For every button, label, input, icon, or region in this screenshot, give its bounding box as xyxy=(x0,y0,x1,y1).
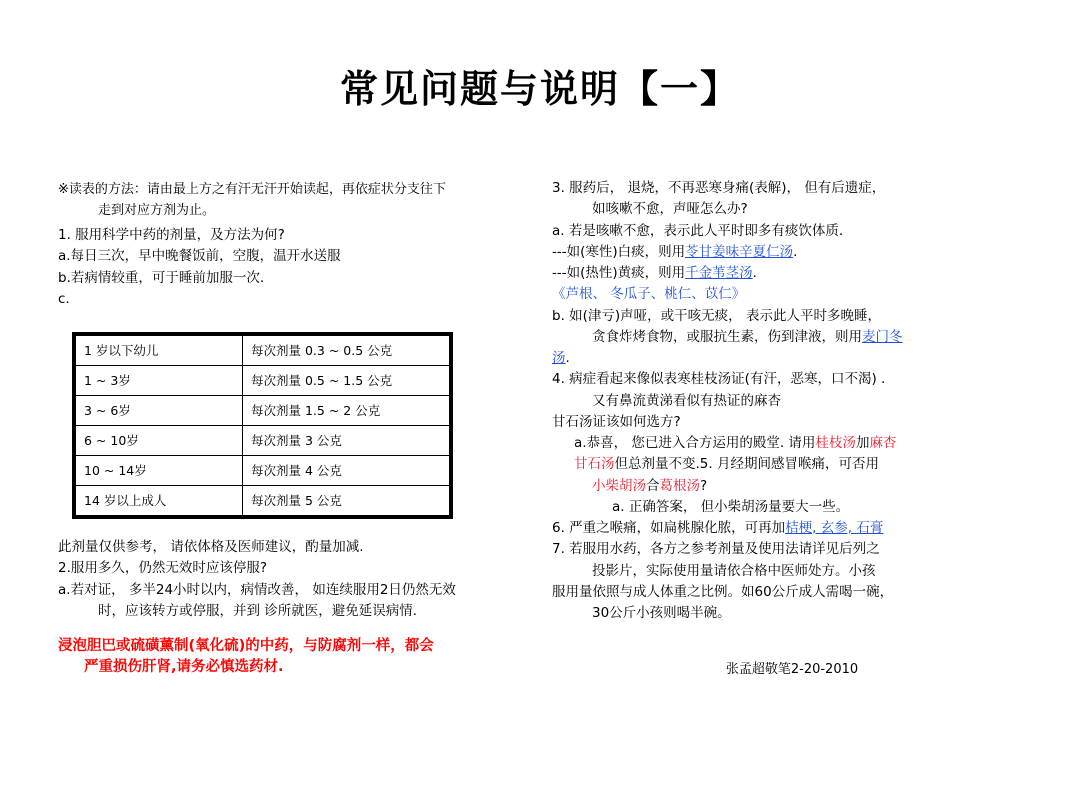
dose-cell: 每次剂量 5 公克 xyxy=(243,485,450,515)
formula-gegentang[interactable]: 葛根汤 xyxy=(659,477,700,494)
question-6 xyxy=(552,518,1032,538)
question-3-line2: 如咳嗽不愈，声哑怎么办? xyxy=(592,201,748,218)
table-row xyxy=(76,425,450,455)
question-7-line2: 投影片，实际使用量请依合格中医师处方。小孩 xyxy=(592,562,876,579)
reading-note-line1: ※读表的方法：请由最上方之有汗无汗开始读起，再依症状分支往下 xyxy=(58,182,446,197)
answer-4a-text: a.恭喜， 您已进入合方运用的殿堂. 请用 xyxy=(574,435,816,451)
question-3-line1: 3. 服药后， 退烧，不再恶寒身痛(表解)， 但有后遗症， xyxy=(552,180,886,196)
table-row xyxy=(76,395,450,425)
formula-ganshitang[interactable]: 甘石汤 xyxy=(574,456,615,473)
formula-xiaochaihutang[interactable]: 小柴胡汤 xyxy=(592,477,646,494)
warning-line2: 严重损伤肝肾,请务必慎选药材. xyxy=(84,659,284,676)
heat-phlegm-text: ---如(热性)黄痰，则用 xyxy=(552,265,686,281)
right-column xyxy=(552,178,1032,624)
answer-3b-line1: b. 如(津亏)声哑，或干咳无痰， 表示此人平时多晚睡， xyxy=(552,307,881,324)
question-7-line1: 7. 若服用水药，各方之参考剂量及使用法请详见后列之 xyxy=(552,541,880,558)
answer-3a-cold xyxy=(552,242,1032,262)
period: . xyxy=(565,350,570,366)
question-6-text: 6. 严重之喉痛，如扁桃腺化脓，可再加 xyxy=(552,520,786,536)
formula-link-maimendong[interactable]: 麦门冬 xyxy=(862,328,903,345)
answer-3a-heat xyxy=(552,263,1032,283)
formula-link-qianjinweijing[interactable]: 千金苇茎汤 xyxy=(685,265,753,281)
age-cell: 3 ~ 6岁 xyxy=(76,395,243,425)
question-4-line3: 甘石汤证该如何选方? xyxy=(552,413,681,430)
question-7-line4: 30公斤小孩则喝半碗。 xyxy=(592,605,731,621)
plus-text: 加 xyxy=(855,435,870,451)
reading-note-line2: 走到对应方剂为止。 xyxy=(98,202,216,218)
answer-1c: c. xyxy=(58,291,70,308)
age-cell: 6 ~ 10岁 xyxy=(76,425,243,455)
formula-maxing[interactable]: 麻杏 xyxy=(869,435,897,451)
answer-3b-line2 xyxy=(552,327,1032,347)
age-cell: 1 ~ 3岁 xyxy=(76,365,243,395)
question-mark: ? xyxy=(700,477,708,494)
cold-phlegm-text: ---如(寒性)白痰，则用 xyxy=(552,243,686,260)
dose-cell: 每次剂量 0.5 ~ 1.5 公克 xyxy=(243,365,450,395)
dosage-table xyxy=(72,332,453,519)
formula-link-lingganjiangweixinxiaren[interactable]: 苓甘姜味辛夏仁汤 xyxy=(685,243,794,260)
answer-4a-line2-text: 但总剂量不变.5. 月经期间感冒喉痛，可否用 xyxy=(614,456,879,473)
table-row xyxy=(76,455,450,485)
warning-notice xyxy=(58,636,528,680)
answer-4a-line3 xyxy=(552,476,1032,496)
herb-list: 《芦根、 冬瓜子、桃仁、苡仁》 xyxy=(552,286,746,303)
answer-1a: a.每日三次，早中晚餐饭前，空腹，温开水送服 xyxy=(58,248,341,265)
formula-guizhitang[interactable]: 桂枝汤 xyxy=(815,435,856,451)
table-row xyxy=(76,365,450,395)
answer-2a-line1: a.若对证， 多半24小时以内，病情改善， 如连续服用2日仍然无效 xyxy=(58,581,456,598)
answer-3a: a. 若是咳嗽不愈，表示此人平时即多有痰饮体质. xyxy=(552,222,844,239)
left-column xyxy=(58,180,528,679)
combine-text: 合 xyxy=(646,477,660,494)
answer-3b-line2-text: 贪食炸烤食物，或服抗生素，伤到津液，则用 xyxy=(592,328,862,345)
answer-3b-line3 xyxy=(552,348,1032,368)
table-row xyxy=(76,485,450,515)
period: . xyxy=(752,265,757,281)
question-7-line3: 服用量依照与成人体重之比例。如60公斤成人需喝一碗， xyxy=(552,583,894,600)
page-title: 常见问题与说明【一】 xyxy=(339,66,740,111)
question-1: 1. 服用科学中药的剂量，及方法为何? xyxy=(58,226,285,243)
age-cell: 1 岁以下幼儿 xyxy=(76,335,243,365)
dose-cell: 每次剂量 0.3 ~ 0.5 公克 xyxy=(243,335,450,365)
age-cell: 14 岁以上成人 xyxy=(76,485,243,515)
dose-cell: 每次剂量 1.5 ~ 2 公克 xyxy=(243,395,450,425)
answer-4a-line2 xyxy=(552,454,1032,474)
answer-2a-line2: 时，应该转方或停服，并到 诊所就医，避免延误病情. xyxy=(98,603,418,620)
dosage-disclaimer: 此剂量仅供参考， 请依体格及医师建议，酌量加减. xyxy=(58,538,364,555)
question-2: 2.服用多久，仍然无效时应该停服? xyxy=(58,560,268,577)
answer-5a: a. 正确答案， 但小柴胡汤量要大一些。 xyxy=(612,498,850,515)
dose-cell: 每次剂量 3 公克 xyxy=(243,425,450,455)
answer-4a-line1 xyxy=(552,433,1032,453)
herb-link-jiegeng-xuanshen-shigao[interactable]: 桔梗, 玄参, 石膏 xyxy=(785,520,884,536)
age-cell: 10 ~ 14岁 xyxy=(76,455,243,485)
signature: 张孟超敬笔2-20-2010 xyxy=(725,662,859,677)
warning-line1: 浸泡胆巴或硫磺薰制(氧化硫)的中药，与防腐剂一样，都会 xyxy=(58,637,434,654)
question-4-line1: 4. 病症看起来像似表寒桂枝汤证(有汗，恶寒，口不渴) . xyxy=(552,371,886,388)
dose-cell: 每次剂量 4 公克 xyxy=(243,455,450,485)
answer-1b: b.若病情较重，可于睡前加服一次. xyxy=(58,269,265,286)
table-row xyxy=(76,335,450,365)
question-4-line2: 又有鼻流黄涕看似有热证的麻杏 xyxy=(592,392,781,409)
formula-link-maimendong-cont[interactable]: 汤 xyxy=(552,350,566,366)
period: . xyxy=(793,243,798,260)
